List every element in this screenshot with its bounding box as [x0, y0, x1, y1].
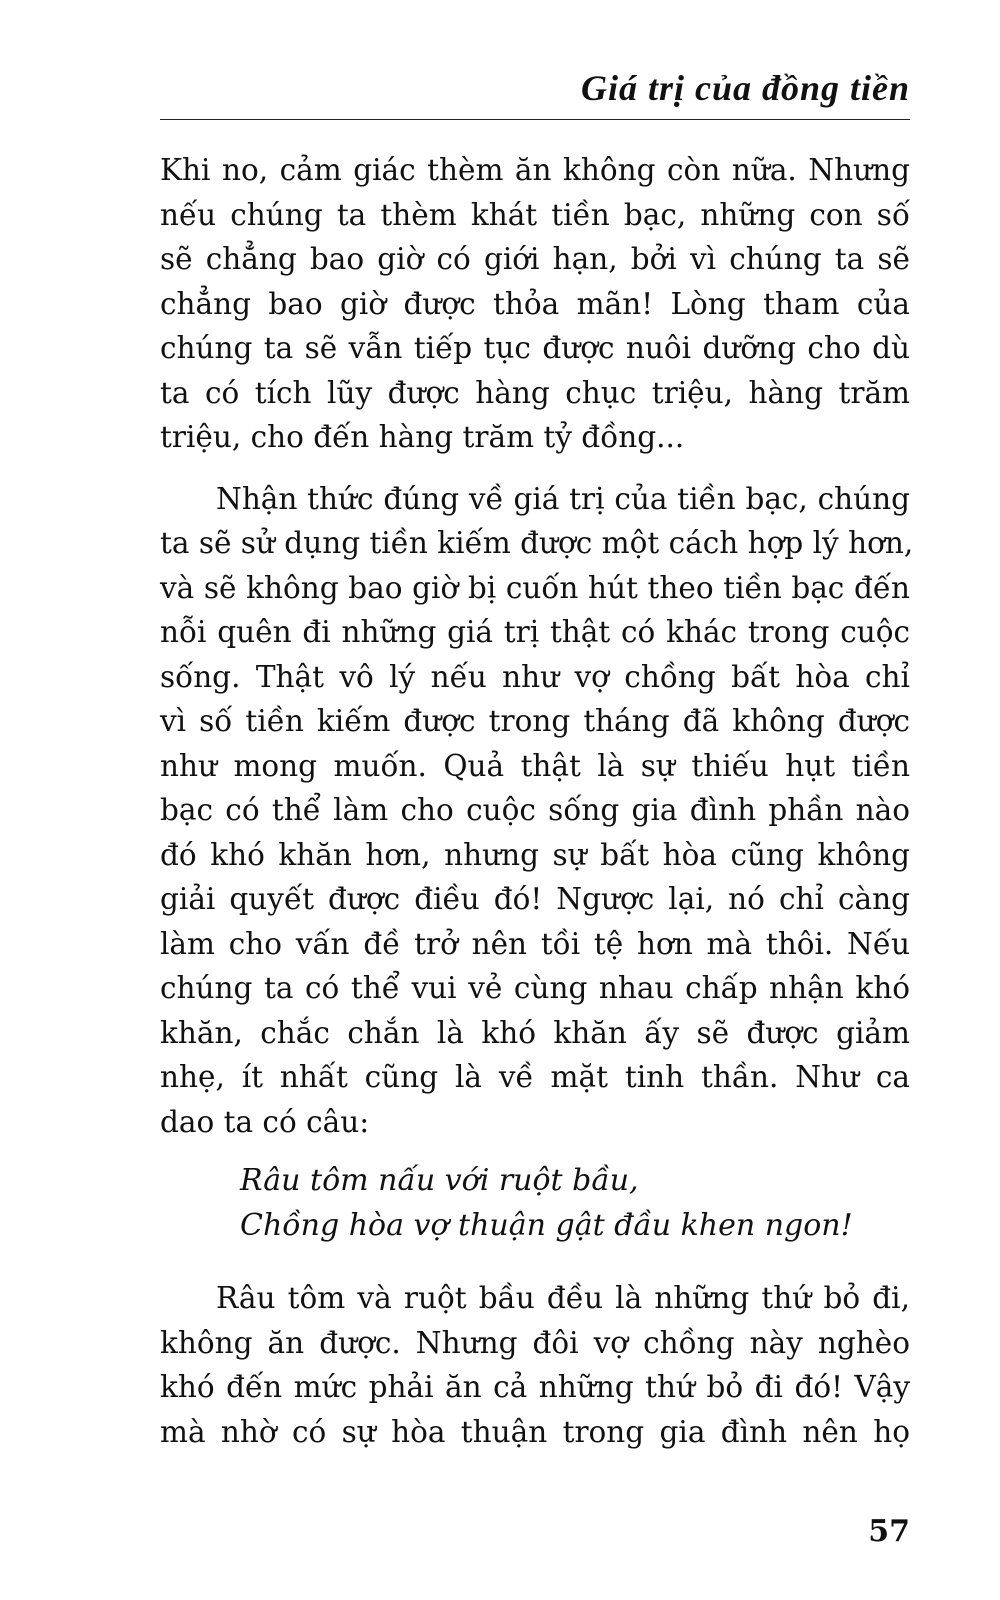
text-line: Râu tôm và ruột bầu đều là những thứ bỏ đi, [216, 1281, 910, 1315]
text-line: chúng ta sẽ vẫn tiếp tục được nuôi dưỡng cho dù [160, 331, 910, 365]
paragraph-3 [160, 1276, 910, 1454]
paragraph-2 [160, 477, 914, 1145]
text-line: Khi no, cảm giác thèm ăn không còn nữa. Nhưng [160, 153, 910, 187]
text-line: Nhận thức đúng về giá trị của tiền bạc, chúng [216, 481, 910, 516]
text-line: giải quyết được điều đó! Ngược lại, nó chỉ càng [160, 882, 910, 916]
paragraph-gap [160, 1144, 910, 1158]
text-line: như mong muốn. Quả thật là sự thiếu hụt tiền [160, 748, 910, 783]
verse-line: Chồng hòa vợ thuận gật đầu khen ngon! [240, 1208, 853, 1243]
text-line: chúng ta có thể vui vẻ cùng nhau chấp nhận khó [160, 971, 910, 1005]
text-line: dao ta có câu: [160, 1104, 370, 1139]
verse-line: Râu tôm nấu với ruột bầu, [240, 1163, 639, 1198]
text-line: bạc có thể làm cho cuộc sống gia đình phần nào [160, 793, 910, 827]
text-line: nhẹ, ít nhất cũng là về mặt tinh thần. Như ca [160, 1060, 910, 1094]
text-line: nếu chúng ta thèm khát tiền bạc, những con số [160, 197, 910, 232]
text-line: sẽ chẳng bao giờ có giới hạn, bởi vì chúng ta sẽ [160, 242, 910, 276]
header-rule [160, 119, 910, 120]
text-line: không ăn được. Nhưng đôi vợ chồng này nghèo [160, 1325, 910, 1360]
paragraph-gap [160, 1248, 910, 1276]
paragraph-gap [160, 460, 910, 477]
text-line: chẳng bao giờ được thỏa mãn! Lòng tham của [160, 286, 910, 321]
paragraph-1 [160, 148, 910, 460]
text-line: triệu, cho đến hàng trăm tỷ đồng... [160, 420, 685, 454]
text-line: ta có tích lũy được hàng chục triệu, hàng trăm [160, 375, 910, 410]
text-line: sống. Thật vô lý nếu như vợ chồng bất hòa chỉ [160, 659, 910, 694]
text-line: đó khó khăn hơn, nhưng sự bất hòa cũng không [160, 837, 910, 872]
text-line: khăn, chắc chắn là khó khăn ấy sẽ được giảm [160, 1015, 910, 1050]
page-number: 57 [868, 1514, 910, 1549]
text-line: mà nhờ có sự hòa thuận trong gia đình nên họ [160, 1414, 910, 1449]
text-line: nỗi quên đi những giá trị thật có khác trong cuộc [160, 615, 910, 649]
text-line: ta sẽ sử dụng tiền kiếm được một cách hợp lý hơn, [160, 526, 914, 560]
running-header: Giá trị của đồng tiền [580, 68, 910, 108]
folk-verse [160, 1158, 910, 1248]
text-line: vì số tiền kiếm được trong tháng đã không được [160, 704, 910, 738]
text-line: làm cho vấn đề trở nên tồi tệ hơn mà thôi. Nếu [160, 926, 910, 961]
text-line: và sẽ không bao giờ bị cuốn hút theo tiền bạc đến [160, 570, 910, 605]
body-text [160, 148, 914, 1454]
text-line: khó đến mức phải ăn cả những thứ bỏ đi đó! Vậy [160, 1370, 910, 1404]
